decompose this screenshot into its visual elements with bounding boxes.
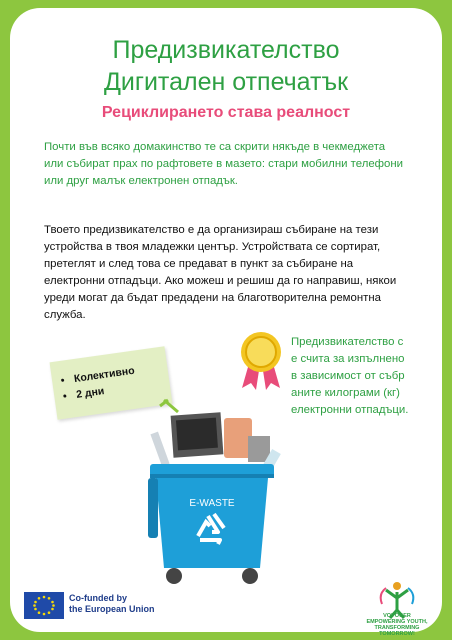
title-line-2: Дигитален отпечатък — [103, 68, 349, 96]
voyoger-tagline-3: TOMORROW! — [379, 631, 415, 637]
voyoger-tagline-1: EMPOWERING YOUTH, — [366, 619, 428, 625]
eu-line-1: Co-funded by — [69, 593, 127, 603]
eu-funding-text — [69, 593, 155, 615]
page-title — [10, 34, 442, 98]
voyoger-name: VOYOGER — [383, 613, 411, 619]
note-item-duration: • 2 дни — [75, 374, 170, 403]
intro-paragraph: Почти във всяко домакинство те са скрити някъде в чекмеджета или събират прах по рафтовете в мазето: стари мобилни телефони или друг малък електронен отпадък. — [44, 141, 404, 187]
criteria-text: Предизвикателство се счита за изпълнено в зависимост от събраните килограми (кг) електронни отпадъци. — [291, 336, 409, 416]
ewaste-bin-illustration — [128, 396, 294, 588]
note-item-collective: • Колективно — [73, 358, 168, 387]
poster-card — [10, 8, 442, 637]
medal-icon — [238, 330, 284, 392]
eu-line-2: the European Union — [69, 604, 155, 614]
page-subtitle: Рециклирането става реалност — [101, 104, 351, 121]
eu-flag-icon — [24, 592, 64, 619]
voyoger-tagline-2: TRANSFORMING — [374, 625, 420, 631]
voyoger-logo-text — [365, 613, 429, 637]
title-line-1: Предизвикателство — [112, 36, 340, 64]
challenge-paragraph: Твоето предизвикателство е да организираш събиране на тези устройства в твоя младежки център. Устройствата се сортират, претеглят и след това се предават в пункт за събиране на електронни отпадъци. Ако можеш и решиш да го направиш, някои уреди могат да бъдат предадени на благотворителна ремонтна служба. — [44, 224, 397, 321]
bin-label: E-WASTE — [189, 498, 235, 509]
